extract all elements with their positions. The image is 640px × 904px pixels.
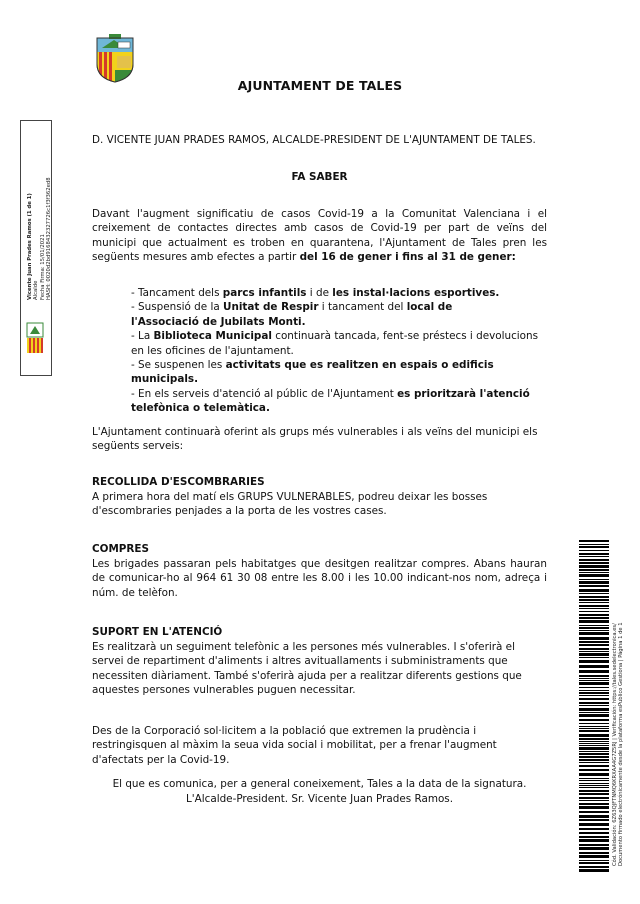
intro-line: D. VICENTE JUAN PRADES RAMOS, ALCALDE-PRESIDENT DE L'AJUNTAMENT DE TALES. (92, 134, 536, 146)
measures-list (131, 286, 543, 416)
list-item-bold: Biblioteca Municipal (153, 330, 272, 343)
section-heading: COMPRES (92, 543, 149, 555)
barcode-icon (579, 540, 609, 872)
signature-stamp-text (27, 40, 59, 300)
list-item-text: - En els serveis d'atenció al públic de l'Ajuntament (131, 387, 398, 400)
section-text: Les brigades passaran pels habitatges que desitgen realitzar compres. Abans hauran de comunicar-ho al 964 61 30 08 entre les 8.00 i les 10.00 indicant-nos nom, adreça i núm. de telèfon. (92, 558, 547, 599)
list-item-bold: les instal·lacions esportives. (332, 287, 500, 299)
paragraph-appeal: Des de la Corporació sol·licitem a la població que extremen la prudència i restringisquen al màxim la seua vida social i mobilitat, per a frenar l'augment d'afectats per la Covid-19. (92, 725, 497, 766)
list-item-bold: parcs infantils (222, 287, 307, 299)
verification-line: Cód. Validación: 6Z63QJFTNMQ6KRXAA4G7Z5RJ | Verificación: https://tales.sedelectronica.es/ (612, 623, 618, 866)
section-text: A primera hora del matí els GRUPS VULNERABLES, podreu deixar les bosses d'escombraries penjades a la porta de les vostres cases. (92, 491, 488, 518)
list-item-text: - La (131, 330, 154, 343)
list-item-text: - Se suspenen les (131, 359, 226, 372)
paragraph-text: Davant l'augment significatiu de casos Covid-19 a la Comunitat Valenciana i el creixement de contactes directes amb casos de Covid-19 per part de veïns del municipi que actualment es troben en quarantena, l'Ajuntament de Tales pren les següents mesures amb efectes a partir (92, 208, 547, 264)
stamp-line: Alcalde (33, 280, 40, 300)
verification-text (612, 526, 638, 866)
signature-line: L'Alcalde-President. Sr. Vicente Juan Prades Ramos. (185, 793, 454, 805)
list-item-text: - Suspensió de la (131, 301, 224, 314)
list-item-text: continuarà tancada, fent-se préstecs i devolucions en les oficines de l'ajuntament. (131, 330, 539, 357)
fa-saber-heading: FA SABER (291, 171, 348, 183)
stamp-line: HASH: 0020d2bd9168432327726c1f3f362ed8 (45, 177, 52, 300)
paragraph-services-intro: L'Ajuntament continuarà oferint als grups més vulnerables i als veïns del municipi els següents serveis: (92, 426, 538, 453)
stamp-line: Fecha Firma: 15/01/2021 (39, 234, 46, 300)
stamp-line: Vicente Juan Prades Ramos (1 de 1) (27, 193, 33, 300)
list-item (131, 329, 543, 358)
verification-line: Documento firmado electrónicamente desde la plataforma esPublico Gestiona | Página 1 de 1 (618, 622, 625, 866)
municipal-crest-icon (94, 34, 136, 84)
list-item (131, 286, 543, 300)
list-item-bold: es prioritzarà l'atenció telefònica o telemàtica. (131, 387, 530, 415)
list-item (131, 387, 543, 416)
section-text: Es realitzarà un seguiment telefònic a les persones més vulnerables. I s'oferirà el servei de repartiment d'aliments i altres avituallaments i subministraments que necessiten diàriament. També s'oferirà ajuda per a realitzar diferents gestions que aquestes persones vulnerables puguen necessitar. (92, 641, 522, 697)
list-item-bold: activitats que es realitzen en espais o edificis municipals. (131, 359, 494, 386)
list-item-text: i de (306, 287, 333, 299)
list-item (131, 300, 511, 329)
list-item-text: i tancament del (318, 301, 407, 314)
stamp-logo-icon (26, 322, 44, 354)
list-item-bold: Unitat de Respir (223, 301, 319, 314)
page-title: AJUNTAMENT DE TALES (237, 78, 403, 93)
paragraph-measures-intro (92, 207, 547, 265)
section-heading: SUPORT EN L'ATENCIÓ (92, 626, 223, 638)
date-range-text: del 16 de gener i fins al 31 de gener: (299, 251, 516, 264)
list-item (131, 358, 543, 387)
list-item-text: - Tancament dels (131, 287, 223, 299)
section-heading: RECOLLIDA D'ESCOMBRARIES (92, 476, 265, 488)
list-item-bold: local de l'Associació de Jubilats Monti. (131, 301, 453, 328)
closing-line: El que es comunica, per a general coneixement, Tales a la data de la signatura. (112, 778, 527, 790)
